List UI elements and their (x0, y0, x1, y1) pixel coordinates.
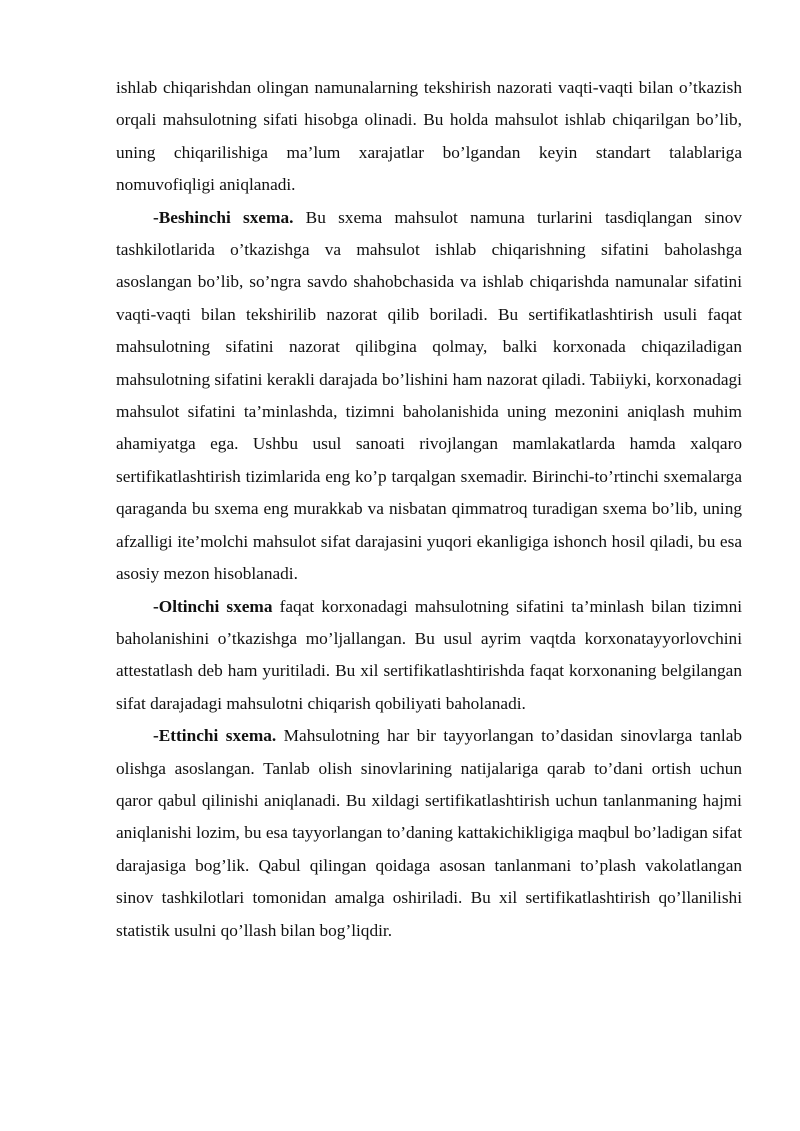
paragraph-text: Bu sxema mahsulot namuna turlarini tasdiqlangan sinov tashkilotlarida o’tkazishga va mahsulot ishlab chiqarishning sifatini baholashga asoslangan bo’lib, so’ngra savdo shahobchasida va ishlab chiqarishda namunalar sifatini vaqti-vaqti bilan tekshirilib nazorat qilib boriladi. Bu sertifikatlashtirish usuli faqat mahsulotning sifatini nazorat qilibgina qolmay, balki korxonada chiqaziladigan mahsulotning sifatini kerakli darajada bo’lishini ham nazorat qiladi. Tabiiyki, korxonadagi mahsulot sifatini ta’minlashda, tizimni baholanishida uning mezonini aniqlash muhim ahamiyatga ega. Ushbu usul sanoati rivojlangan mamlakatlarda hamda xalqaro sertifikatlashtirish tizimlarida eng ko’p tarqalgan sxemadir. Birinchi-to’rtinchi sxemalarga qaraganda bu sxema eng murakkab va nisbatan qimmatroq turadigan sxema bo’lib, uning afzalligi ite’molchi mahsulot sifat darajasini yuqori ekanligiga ishonch hosil qiladi, bu esa asosiy mezon hisoblanadi. (116, 207, 742, 584)
paragraph-text: Mahsulotning har bir tayyorlangan to’dasidan sinovlarga tanlab olishga asoslangan. Tanlab olish sinovlarining natijalariga qarab to’dani ortish uchun qaror qabul qilinishi aniqlanadi. Bu xildagi sertifikatlashtirish uchun tanlanmaning hajmi aniqlanishi lozim, bu esa tayyorlangan to’daning kattakichikligiga maqbul bo’ladigan sifat darajasiga bog’lik. Qabul qilingan qoidaga asosan tanlanmani to’plash vakolatlangan sinov tashkilotlari tomonidan amalga oshiriladi. Bu xil sertifikatlashtirish qo’llanilishi statistik usulni qo’llash bilan bog’liqdir. (116, 726, 743, 940)
paragraph-text: faqat korxonadagi mahsulotning sifatini ta’minlash bilan tizimni baholanishini o’tkazishga mo’ljallangan. Bu usul ayrim vaqtda korxonatayyorlovchini attestatlash deb ham yuritiladi. Bu xil sertifikatlashtirishda faqat korxonaning belgilangan sifat darajadagi mahsulotni chiqarish qobiliyati baholanadi. (116, 596, 743, 713)
paragraph-sixth-scheme (116, 591, 742, 721)
paragraph-intro-continuation (116, 72, 742, 202)
paragraph-text: ishlab chiqarishdan olingan namunalarning tekshirish nazorati vaqti-vaqti bilan o’tkazish orqali mahsulotning sifati hisobga olinadi. Bu holda mahsulot ishlab chiqarilgan bo’lib, uning chiqarilishiga ma’lum xarajatlar bo’lgandan keyin standart talablariga nomuvofiqligi aniqlanadi. (116, 78, 742, 195)
paragraph-heading: -Oltinchi sxema (153, 596, 273, 616)
paragraph-fifth-scheme (116, 202, 742, 591)
paragraph-heading: -Beshinchi sxema. (153, 207, 294, 227)
paragraph-seventh-scheme (116, 720, 742, 947)
paragraph-heading: -Ettinchi sxema. (153, 726, 277, 746)
document-page (116, 72, 742, 947)
